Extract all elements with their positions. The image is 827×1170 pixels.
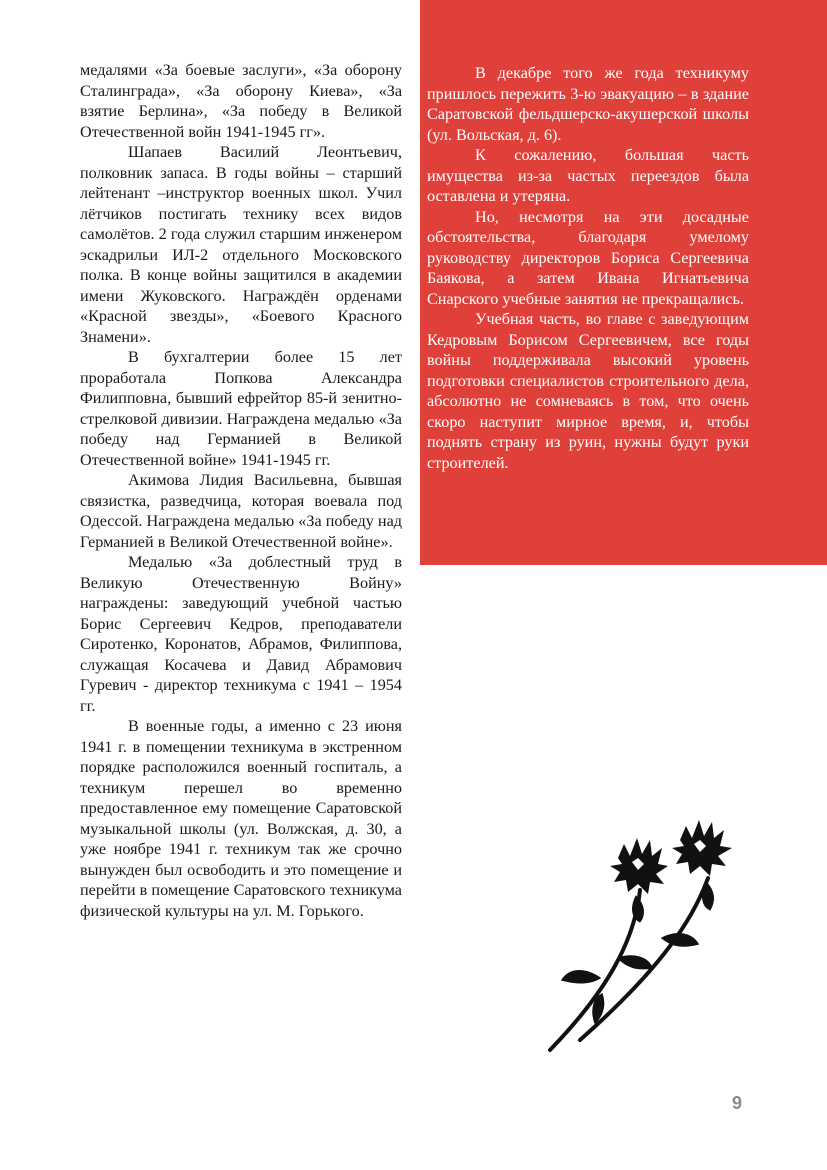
paragraph-property-lost: К сожалению, большая часть имущества из-за частых переездов была оставлена и утеряна. bbox=[427, 146, 749, 205]
paragraph-shapaev: Шапаев Василий Леонтьевич, полковник запаса. В годы войны – старший лейтенант –инструктор военных школ. Учил лётчиков постигать технику всех видов самолётов. 2 года служил старшим инженером эскадрильи ИЛ-2 отдельного Московского полка. В конце войны защитился в академии имени Жуковского. Награждён орденами «Красной звезды», «Боевого Красного Знамени». bbox=[80, 143, 402, 346]
paragraph-evacuation: В декабре того же года техникуму пришлось пережить 3-ю эвакуацию – в здание Саратовской фельдшерско-акушерской школы (ул. Вольская, д. 6). bbox=[427, 64, 749, 144]
right-text-column bbox=[427, 63, 749, 473]
paragraph-labor-medal: Медалью «За доблестный труд в Великую Отечественную Войну» награждены: заведующий учебной частью Борис Сергеевич Кедров, преподаватели Сиротенко, Коронатов, Абрамов, Филиппова, служащая Косачева и Давид Абрамович Гуревич - директор техникума с 1941 – 1954 гг. bbox=[80, 553, 402, 715]
paragraph-medals-continuation: медалями «За боевые заслуги», «За оборону Сталинграда», «За оборону Киева», «За взятие Берлина», «За победу в Великой Отечественной войн 1941-1945 гг». bbox=[80, 61, 402, 141]
paragraph-directors: Но, несмотря на эти досадные обстоятельства, благодаря умелому руководству директоров Бориса Сергеевича Баякова, а затем Ивана Игнатьевича Снарского учебные занятия не прекращались. bbox=[427, 207, 749, 308]
page-number: 9 bbox=[732, 1093, 743, 1113]
left-text-column bbox=[80, 60, 402, 921]
paragraph-education-department: Учебная часть, во главе с заведующим Кедровым Борисом Сергеевичем, все годы войны поддерживала высокий уровень подготовки специалистов строительного дела, абсолютно не сомневаясь в том, что очень скоро наступит мирное время, и, чтобы поднять страну из руин, нужны будут руки строителей. bbox=[427, 310, 749, 472]
paragraph-popkova: В бухгалтерии более 15 лет проработала Попкова Александра Филипповна, бывший ефрейтор 85-й зенитно-стрелковой дивизии. Награждена медалью «За победу над Германией в Великой Отечественной войне» 1941-1945 гг. bbox=[80, 348, 402, 469]
paragraph-akimova: Акимова Лидия Васильевна, бывшая связистка, разведчица, которая воевала под Одессой. Награждена медалью «За победу над Германией в Великой Отечественной войне». bbox=[80, 471, 402, 551]
paragraph-war-years: В военные годы, а именно с 23 июня 1941 г. в помещении техникума в экстренном порядке расположился военный госпиталь, а техникум перешел во временно предоставленное ему помещение Саратовской музыкальной школы (ул. Волжская, д. 30, а уже ноябре 1941 г. техникум так же срочно вынужден был освободить и это помещение и перейти в помещение Саратовского техникума физической культуры на ул. М. Горького. bbox=[80, 717, 402, 920]
carnation-flowers-icon bbox=[540, 818, 760, 1058]
